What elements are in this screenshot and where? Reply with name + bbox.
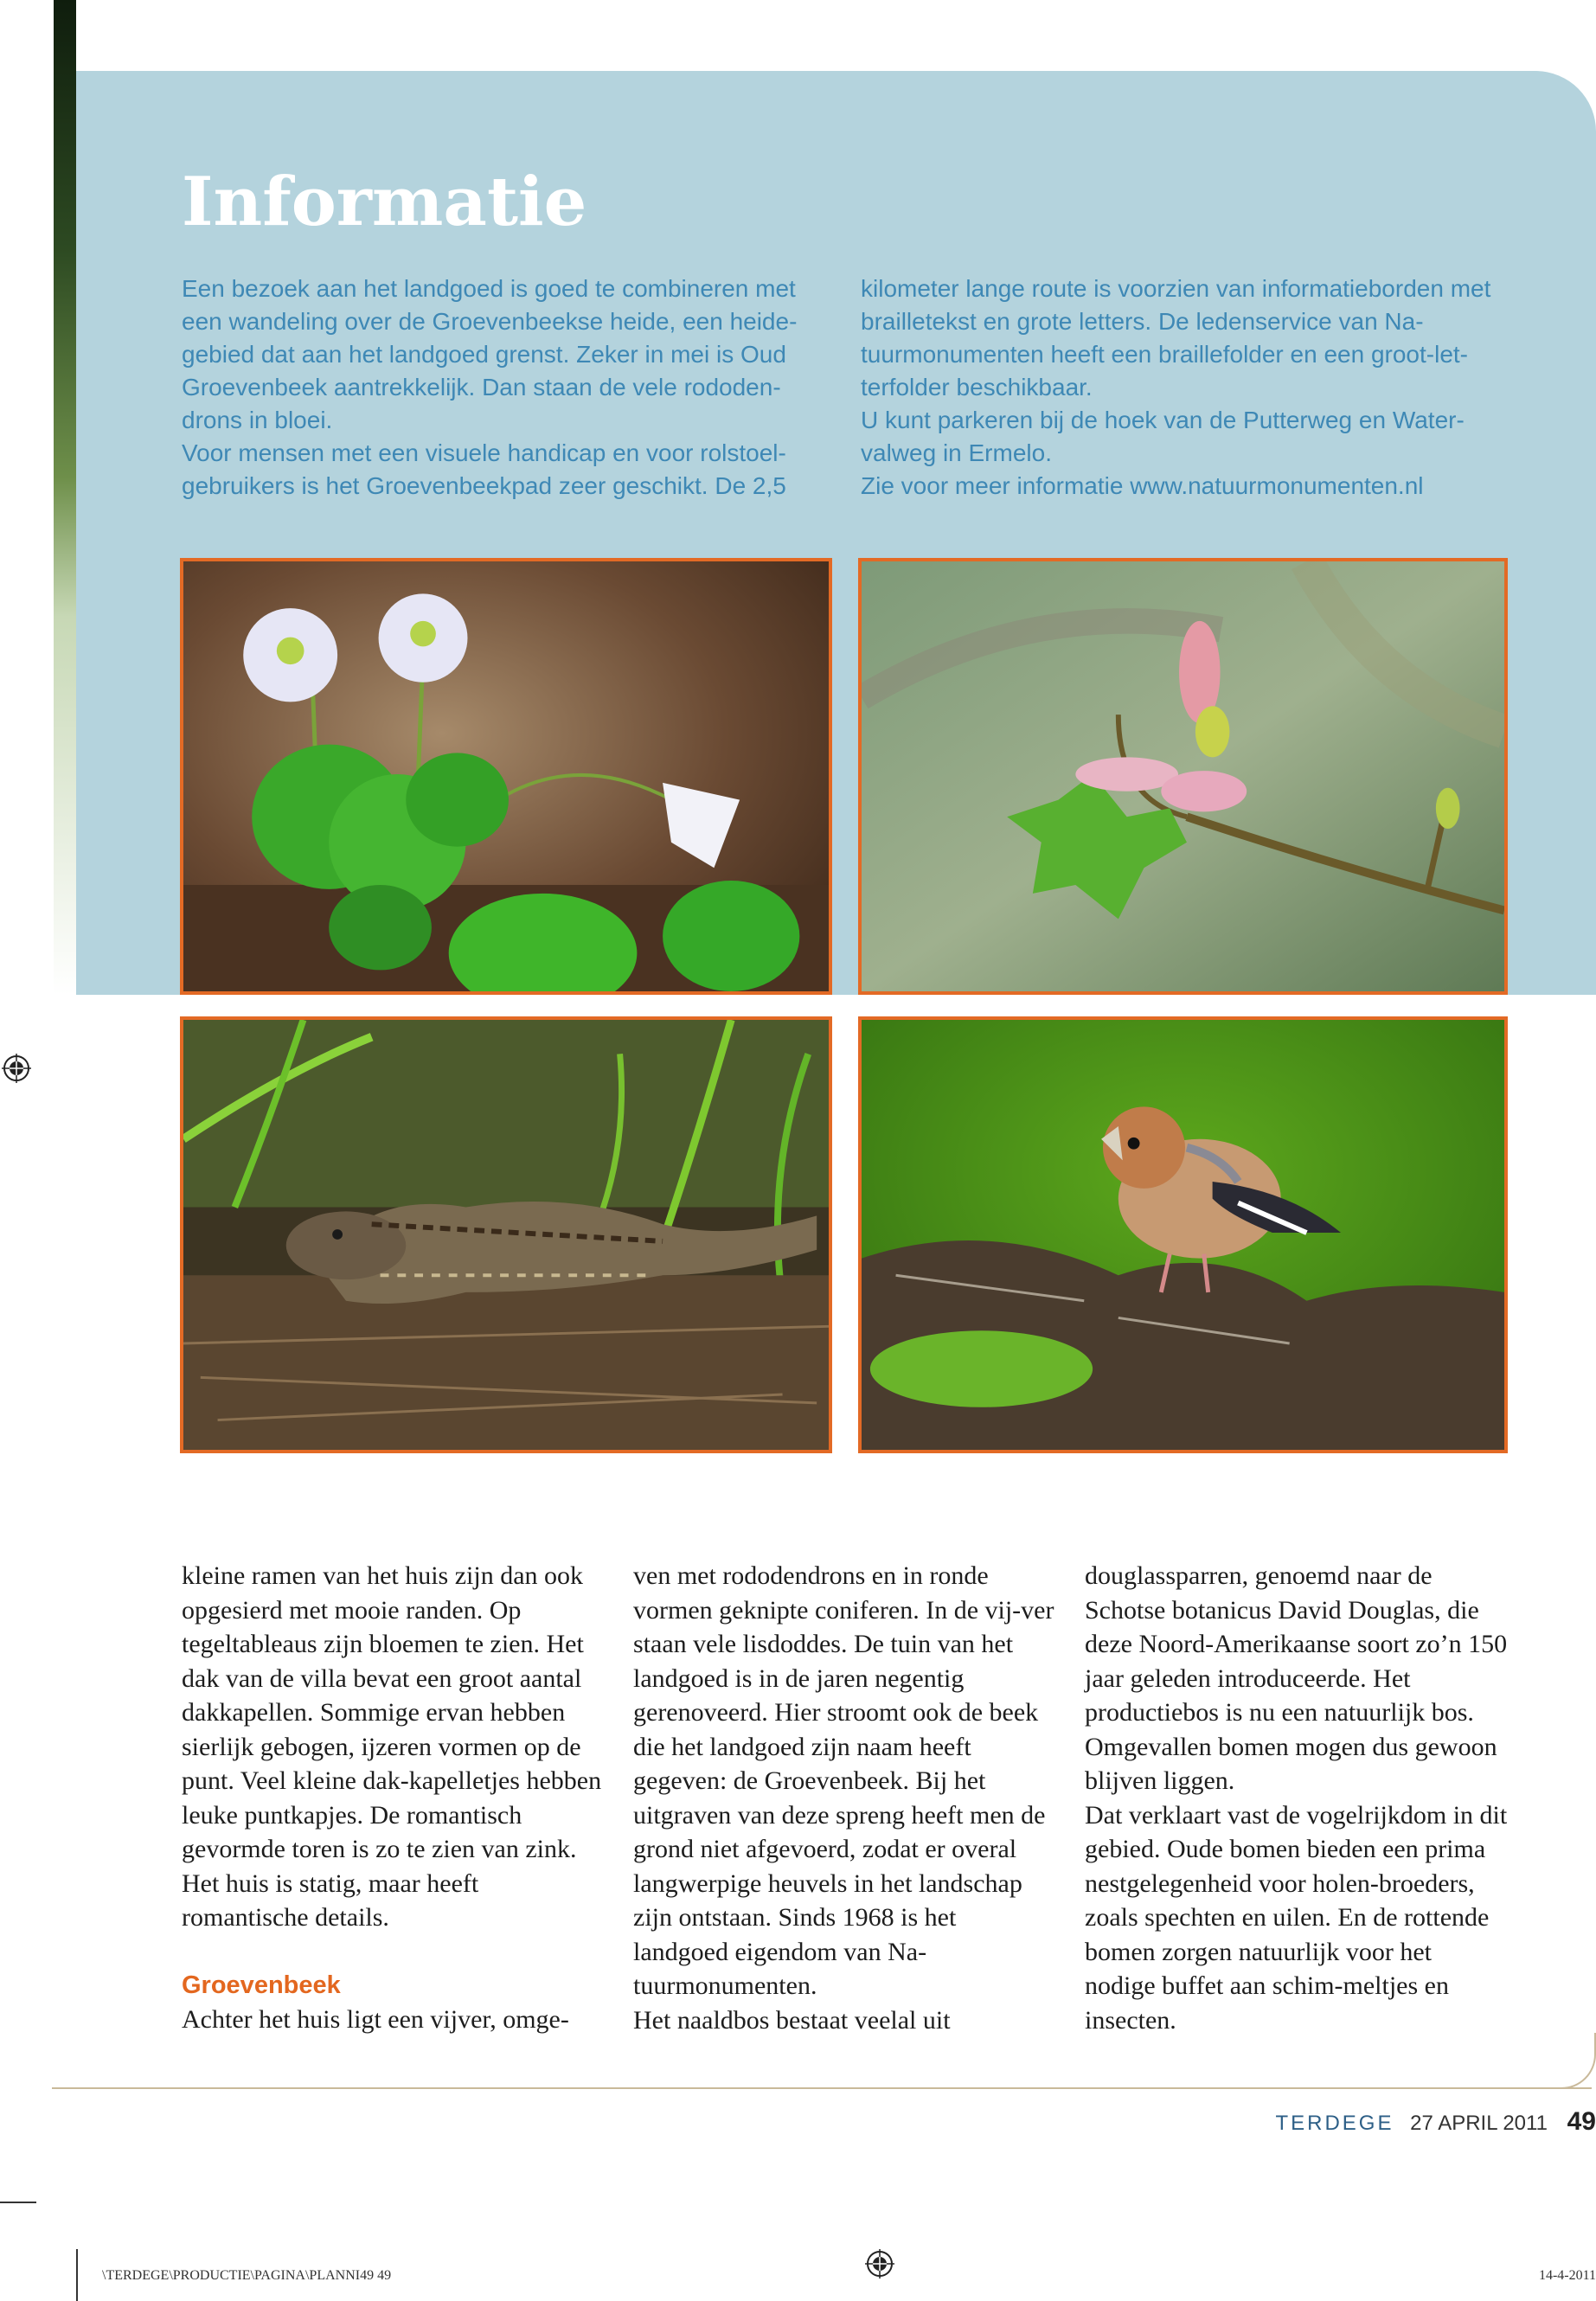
footer-corner-curve (1548, 2033, 1596, 2089)
info-column-1 (182, 272, 839, 503)
registration-mark-icon (2, 1054, 31, 1083)
print-date: 14-4-2011 (1538, 2268, 1596, 2283)
info-column-2 (861, 272, 1518, 503)
page-footer (1275, 2107, 1596, 2137)
issue-date: 27 APRIL 2011 (1410, 2112, 1548, 2135)
registration-mark-icon (865, 2249, 894, 2279)
info-paragraph: Zie voor meer informatie www.natuurmonumenten.nl (861, 472, 1424, 499)
article-column-3 (1085, 1559, 1509, 2037)
hawfinch-illustration (862, 1020, 1504, 1450)
article-column-1 (182, 1559, 606, 2037)
article-paragraph: kleine ramen van het huis zijn dan ook opgesierd met mooie randen. Op tegeltableaus zijn bloemen te zien. Het dak van de villa bevat een groot aantal dakkapellen. Sommige ervan hebben sierlijk gebogen, ijzeren vormen op de punt. Veel kleine dak-kapelletjes hebben leuke puntkapjes. De romantisch gevormde toren is zo te zien van zink. Het huis is statig, maar heeft romantische details. (182, 1561, 602, 1932)
photo-hawfinch (858, 1016, 1508, 1453)
magazine-name: TERDEGE (1275, 2112, 1394, 2135)
info-paragraph: Een bezoek aan het landgoed is goed te combineren met een wandeling over de Groevenbeekse heide, een heide-gebied dat aan het landgoed grenst. Zeker in mei is Oud Groevenbeek aantrekkelijk. Dan staan de vele rododen-drons in bloei. (182, 275, 798, 433)
article-paragraph: Achter het huis ligt een vijver, omge- (182, 2005, 569, 2034)
photo-maple-bud (858, 558, 1508, 995)
info-paragraph: U kunt parkeren bij de hoek van de Putterweg en Water-valweg in Ermelo. (861, 407, 1465, 466)
print-slug: \TERDEGE\PRODUCTIE\PAGINA\PLANNI49 49 (102, 2268, 392, 2283)
photo-sand-lizard (180, 1016, 832, 1453)
maple-bud-illustration (862, 561, 1504, 991)
article-paragraph: Dat verklaart vast de vogelrijkdom in dit gebied. Oude bomen bieden een prima nestgelegenheid voor holen-broeders, zoals spechten en uilen. En de rottende bomen zorgen natuurlijk voor het nodige buffet aan schim-meltjes en insecten. (1085, 1800, 1508, 2035)
page-number: 49 (1567, 2107, 1596, 2136)
article-paragraph: douglassparren, genoemd naar de Schotse botanicus David Douglas, die deze Noord-Amerikaanse soort zo’n 150 jaar geleden introduceerde. Het productiebos is nu een natuurlijk bos. Omgevallen bomen mogen dus gewoon blijven liggen. (1085, 1561, 1508, 1795)
crop-mark (0, 2202, 36, 2203)
article-paragraph: Het naaldbos bestaat veelal uit (633, 2005, 951, 2035)
footer-rule (52, 2087, 1592, 2089)
article-column-2 (633, 1559, 1057, 2037)
sand-lizard-illustration (183, 1020, 829, 1450)
photo-wood-sorrel (180, 558, 832, 995)
crop-mark (76, 2249, 78, 2301)
info-paragraph: Voor mensen met een visuele handicap en voor rolstoel-gebruikers is het Groevenbeekpad zeer geschikt. De 2,5 (182, 439, 786, 499)
left-edge-photo-strip (54, 0, 76, 995)
wood-sorrel-illustration (183, 561, 829, 991)
article-paragraph: ven met rododendrons en in ronde vormen geknipte coniferen. In de vij-ver staan vele lisdoddes. De tuin van het landgoed is in de jaren negentig gerenoveerd. Hier stroomt ook de beek die het landgoed zijn naam heeft gegeven: de Groevenbeek. Bij het uitgraven van deze spreng heeft men de grond niet afgevoerd, zodat er overal langwerpige heuvels in het landschap zijn ontstaan. Sinds 1968 is het landgoed eigendom van Na-tuurmonumenten. (633, 1561, 1054, 2000)
info-title: Informatie (182, 163, 587, 241)
info-paragraph: kilometer lange route is voorzien van informatieborden met brailletekst en grote letters. De ledenservice van Na-tuurmonumenten heeft een braillefolder en een groot-let-terfolder beschikbaar. (861, 275, 1491, 401)
section-subheading: Groevenbeek (182, 1971, 341, 1999)
